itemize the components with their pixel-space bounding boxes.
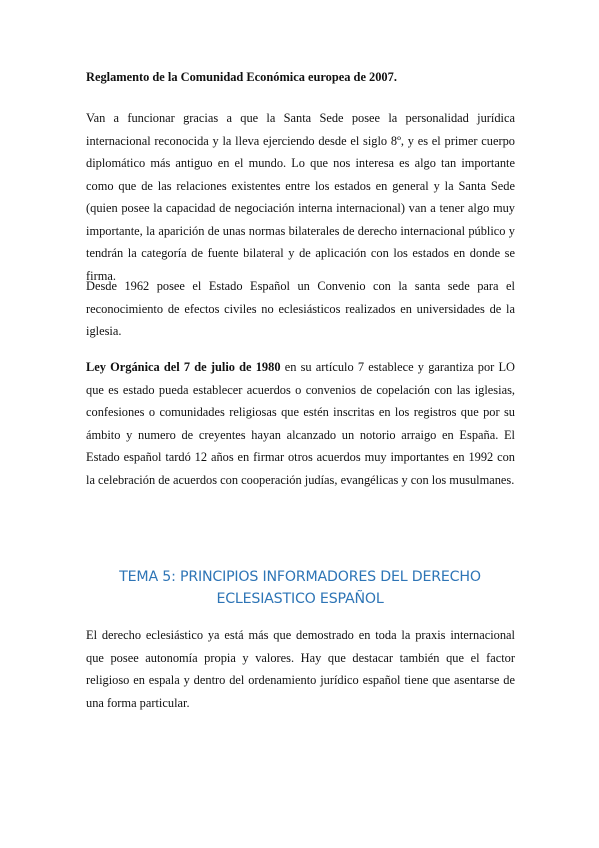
ley-organica-body: en su artículo 7 establece y garantiza por LO que es estado pueda establecer acuerdos o convenios de copelación con las iglesias, confesiones o comunidades religiosas que estén inscritas en los registros que por su ámbito y numero de creyentes hayan alcanzado un notorio arraigo en España. El Estado español tardó 12 años en firmar otros acuerdos muy importantes en 1992 con la celebración de acuerdos con cooperación judías, evangélicas y con los musulmanes. — [86, 360, 515, 487]
paragraph-derecho-eclesiastico: El derecho eclesiástico ya está más que demostrado en toda la praxis internacional que posee autonomía propia y valores. Hay que destacar también que el factor religioso en espala y dentro del ordenamiento jurídico español tiene que asentarse de una forma particular. — [86, 628, 515, 710]
ley-organica-bold-lead: Ley Orgánica del 7 de julio de 1980 — [86, 360, 281, 374]
tema-heading-line-1: TEMA 5: PRINCIPIOS INFORMADORES DEL DERECHO — [119, 569, 481, 585]
paragraph-ley-organica — [86, 356, 515, 491]
tema-heading-line-2: ECLESIASTICO ESPAÑOL — [216, 591, 384, 607]
paragraph-santa-sede: Van a funcionar gracias a que la Santa Sede posee la personalidad jurídica internacional reconocida y la lleva ejerciendo desde el siglo 8º, y es el primer cuerpo diplomático más antiguo en el mundo. Lo que nos interesa es algo tan importante como que de las relaciones existentes entre los estados en general y la Santa Sede (quien posee la capacidad de negociación interna internacional) van a tener algo muy importante, la aparición de unas normas bilaterales de derecho internacional público y tendrán la categoría de fuente bilateral y de aplicación con los estados en donde se firma. — [86, 111, 515, 283]
section-heading: Reglamento de la Comunidad Económica europea de 2007. — [86, 70, 397, 84]
paragraph-convenio-1962: Desde 1962 posee el Estado Español un Convenio con la santa sede para el reconocimiento de efectos civiles no eclesiásticos realizados en universidades de la iglesia. — [86, 279, 515, 338]
tema-heading — [60, 566, 540, 610]
